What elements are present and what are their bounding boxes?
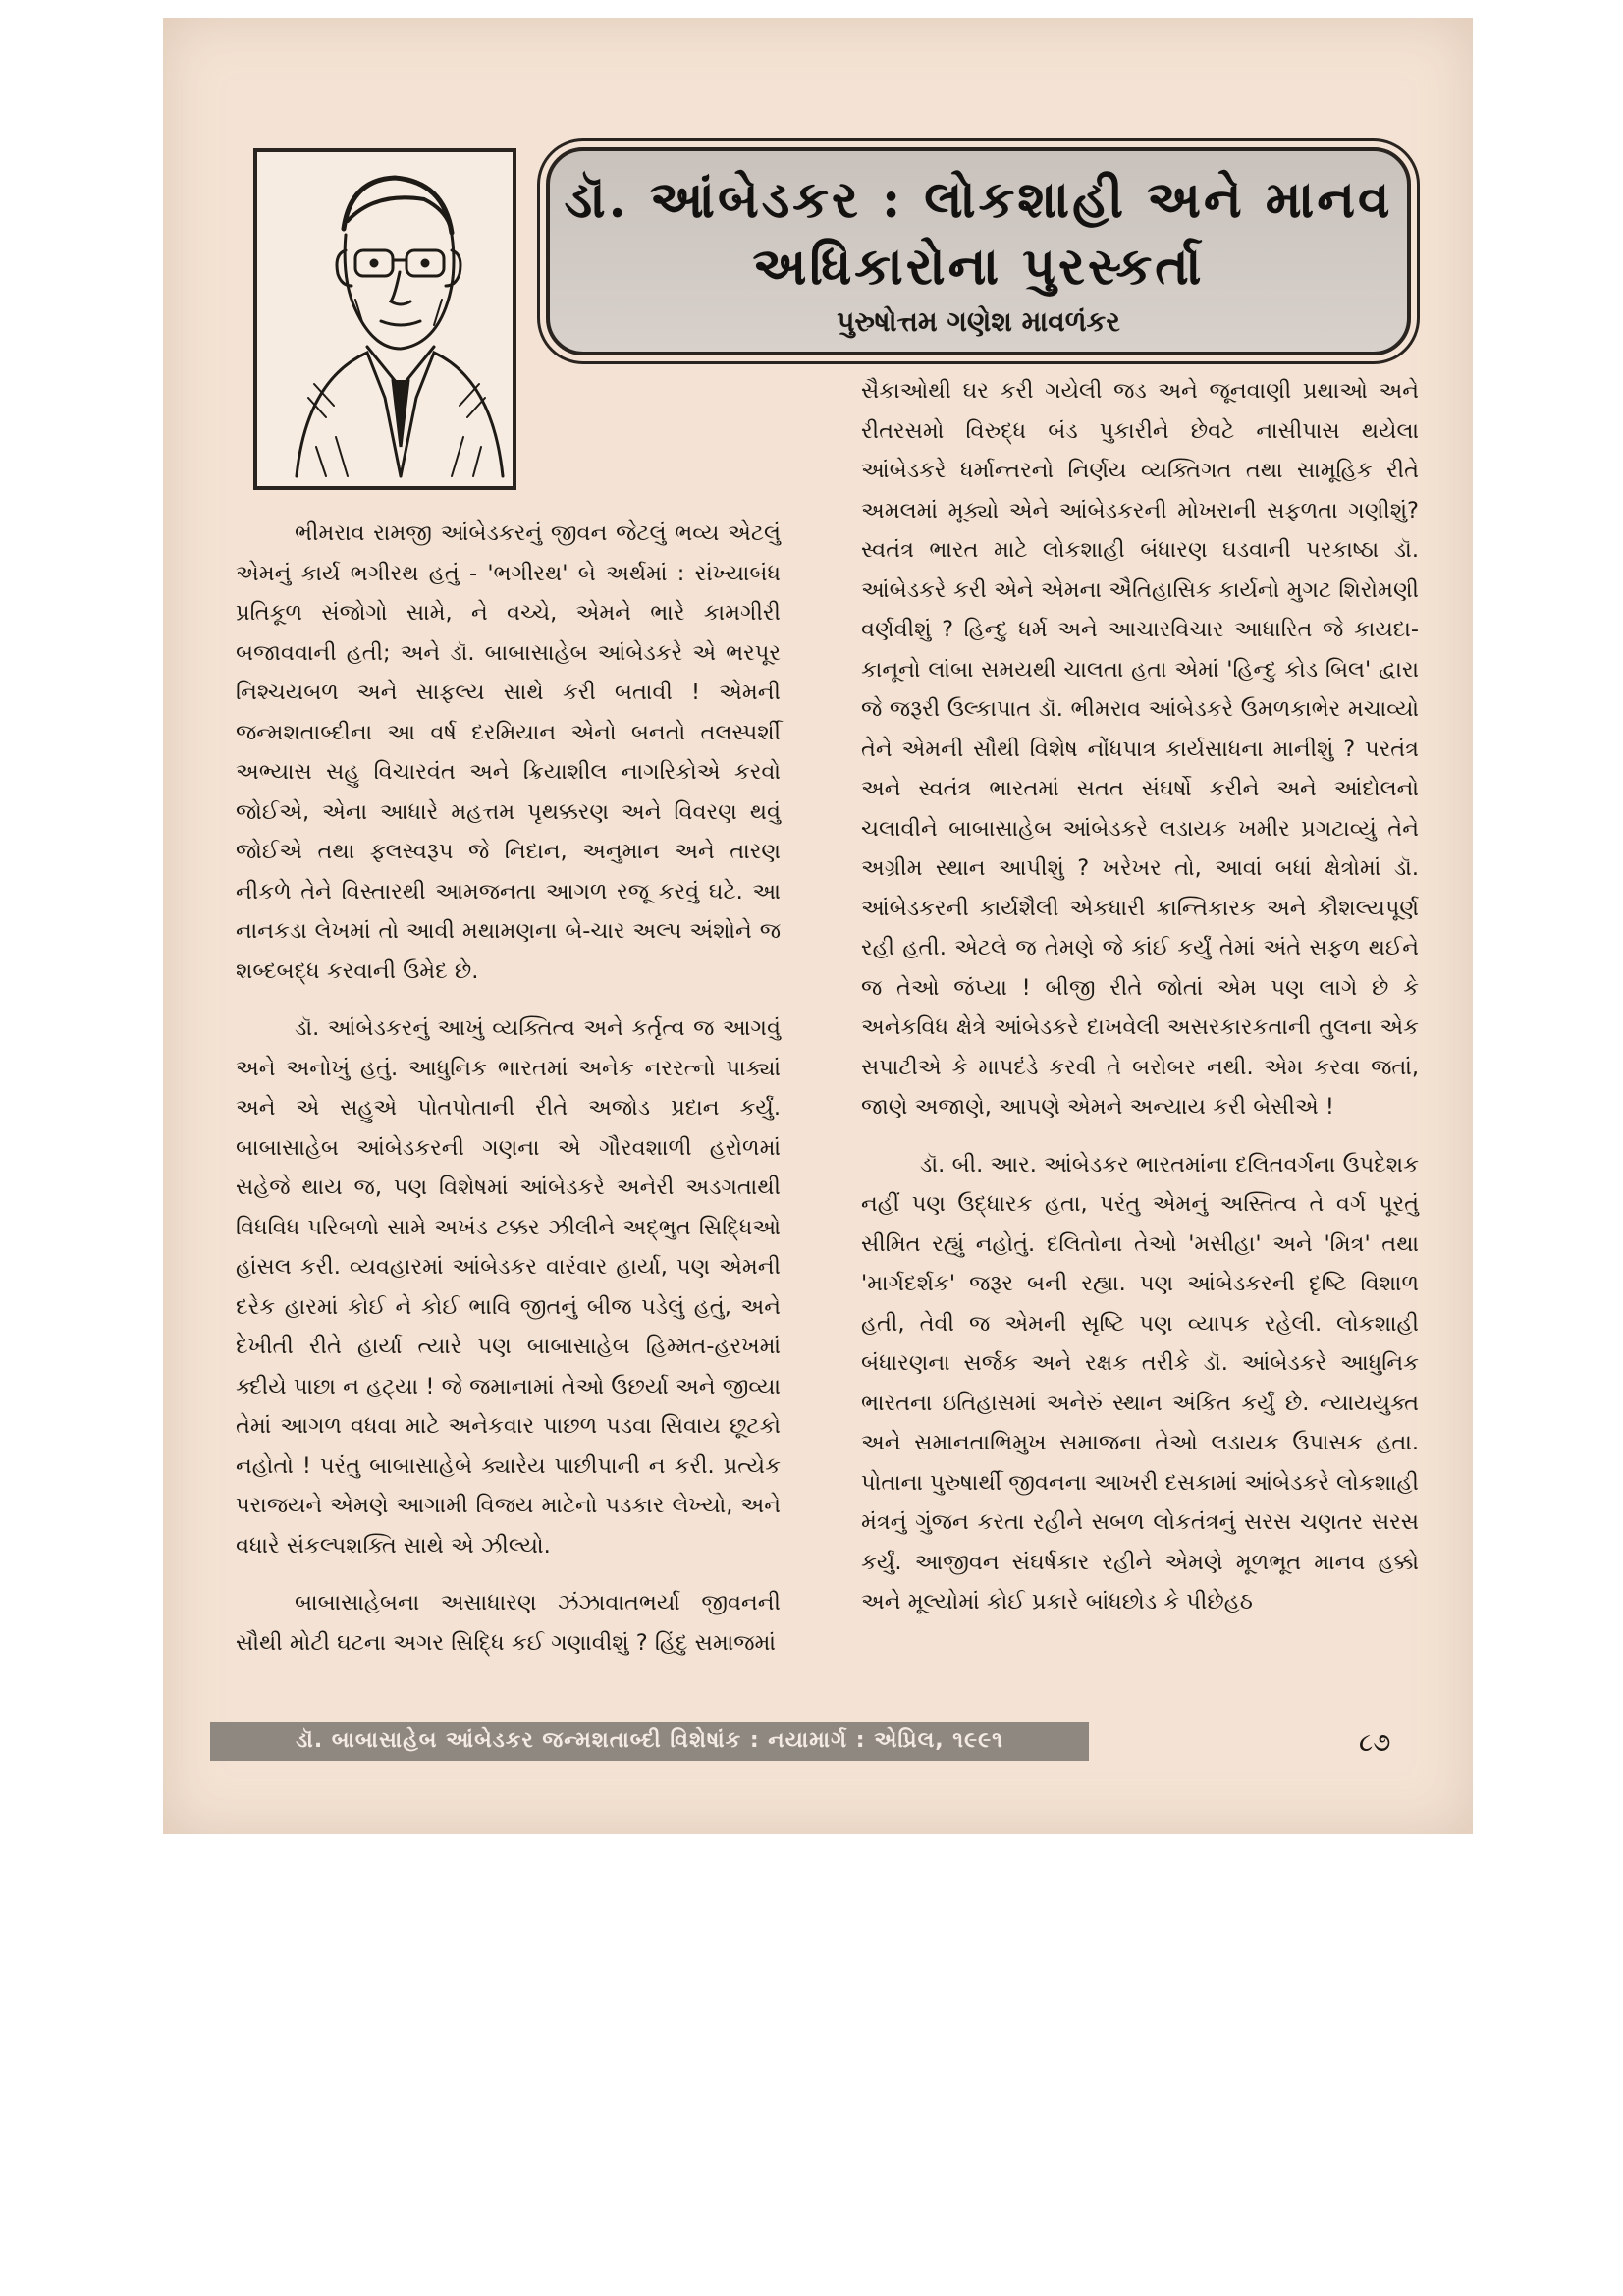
page-number: ૮૭: [1359, 1728, 1391, 1758]
article-title-line-2: અધિકારોના પુરસ્કર્તા: [752, 237, 1205, 297]
ambedkar-portrait-illustration: [257, 152, 513, 486]
issue-footer-banner: ડૉ. બાબાસાહેબ આંબેડકર જન્મશતાબ્દી વિશેષાંક : નયામાર્ગ : એપ્રિલ, ૧૯૯૧: [210, 1722, 1089, 1761]
paragraph: ડૉ. આંબેડકરનું આખું વ્યક્તિત્વ અને કર્તૃત્વ જ આગવું અને અનોખું હતું. આધુનિક ભારતમાં અનેક નરરત્નો પાક્યાં અને એ સહુએ પોતપોતાની રીતે અજોડ પ્રદાન કર્યું. બાબાસાહેબ આંબેડકરની ગણના એ ગૌરવશાળી હરોળમાં સહેજે થાય જ, પણ વિશેષમાં આંબેડકરે અનેરી અડગતાથી વિધવિધ પરિબળો સામે અખંડ ટક્કર ઝીલીને અદ્ભુત સિદ્ધિઓ હાંસલ કરી. વ્યવહારમાં આંબેડકર વારંવાર હાર્યા, પણ એમની દરેક હારમાં કોઈ ને કોઈ ભાવિ જીતનું બીજ પડેલું હતું, અને દેખીતી રીતે હાર્યા ત્યારે પણ બાબાસાહેબ હિમ્મત-હરખમાં ક્દીયે પાછા ન હટ્યા ! જે જમાનામાં તેઓ ઉછર્યા અને જીવ્યા તેમાં આગળ વધવા માટે અનેકવાર પાછળ પડવા સિવાય છૂટકો નહોતો ! પરંતુ બાબાસાહેબે ક્યારેય પાછીપાની ન કરી. પ્રત્યેક પરાજયને એમણે આગામી વિજય માટેનો પડકાર લેખ્યો, અને વધારે સંકલ્પશક્તિ સાથે એ ઝીલ્યો.: [236, 1015, 781, 1558]
article-author: પુરુષોત્તમ ગણેશ માવળંકર: [837, 305, 1120, 338]
magazine-page: [163, 18, 1473, 1834]
article-title-line-1: ડૉ. આંબેડકર : લોકશાહી અને માનવ: [564, 170, 1393, 230]
article-title-banner: [546, 147, 1411, 355]
paragraph: સૈકાઓથી ઘર કરી ગયેલી જડ અને જૂનવાણી પ્રથાઓ અને રીતરસમો વિરુદ્ધ બંડ પુકારીને છેવટે નાસીપાસ થયેલા આંબેડકરે ધર્માન્તરનો નિર્ણય વ્યક્તિગત તથા સામૂહિક રીતે અમલમાં મૂક્યો એને આંબેડકરની મોખરાની સફળતા ગણીશું? સ્વતંત્ર ભારત માટે લોકશાહી બંધારણ ઘડવાની પરકાષ્ઠા ડૉ. આંબેડકરે કરી એને એમના ઐતિહાસિક કાર્યનો મુગટ શિરોમણી વર્ણવીશું ? હિન્દુ ધર્મ અને આચારવિચાર આધારિત જે કાયદા-કાનૂનો લાંબા સમયથી ચાલતા હતા એમાં 'હિન્દુ કોડ બિલ' દ્વારા જે જરૂરી ઉલ્કાપાત ડૉ. ભીમરાવ આંબેડકરે ઉમળકાભેર મચાવ્યો તેને એમની સૌથી વિશેષ નોંધપાત્ર કાર્યસાધના માનીશું ? પરતંત્ર અને સ્વતંત્ર ભારતમાં સતત સંઘર્ષો કરીને અને આંદોલનો ચલાવીને બાબાસાહેબ આંબેડકરે લડાયક ખમીર પ્રગટાવ્યું તેને અગ્રીમ સ્થાન આપીશું ? ખરેખર તો, આવાં બધાં ક્ષેત્રોમાં ડૉ. આંબેડકરની કાર્યશૈલી એકધારી ક્રાન્તિકારક અને કૌશલ્યપૂર્ણ રહી હતી. એટલે જ તેમણે જે કાંઈ કર્યું તેમાં અંતે સફળ થઈને જ તેઓ જંપ્યા ! બીજી રીતે જોતાં એમ પણ લાગે છે કે અનેકવિધ ક્ષેત્રે આંબેડકરે દાખવેલી અસરકારકતાની તુલના એક સપાટીએ કે માપદંડે કરવી તે બરોબર નથી. એમ કરવા જતાં, જાણે અજાણે, આપણે એમને અન્યાય કરી બેસીએ !: [861, 378, 1419, 1120]
portrait-frame: [253, 148, 516, 490]
right-text-column: [861, 371, 1419, 1640]
paragraph: ભીમરાવ રામજી આંબેડકરનું જીવન જેટલું ભવ્ય એટલું એમનું કાર્ય ભગીરથ હતું - 'ભગીરથ' બે અર્થમાં : સંખ્યાબંધ પ્રતિકૂળ સંજોગો સામે, ને વચ્ચે, એમને ભારે કામગીરી બજાવવાની હતી; અને ડૉ. બાબાસાહેબ આંબેડકરે એ ભરપૂર નિશ્ચયબળ અને સાફલ્ય સાથે કરી બતાવી ! એમની જન્મશતાબ્દીના આ વર્ષ દરમિયાન એનો બનતો તલસ્પર્શી અભ્યાસ સહુ વિચારવંત અને ક્રિયાશીલ નાગરિકોએ કરવો જોઈએ, એના આધારે મહત્તમ પૃથક્કરણ અને વિવરણ થવું જોઈએ તથા ફલસ્વરૂપ જે નિદાન, અનુમાન અને તારણ નીકળે તેને વિસ્તારથી આમજનતા આગળ રજૂ કરવું ઘટે. આ નાનકડા લેખમાં તો આવી મથામણના બે-ચાર અલ્પ અંશોને જ શબ્દબદ્ધ કરવાની ઉમેદ છે.: [236, 520, 781, 984]
paragraph: ડૉ. બી. આર. આંબેડકર ભારતમાંના દલિતવર્ગના ઉપદેશક નહીં પણ ઉદ્ધારક હતા, પરંતુ એમનું અસ્તિત્વ તે વર્ગ પૂરતું સીમિત રહ્યું નહોતું. દલિતોના તેઓ 'મસીહા' અને 'મિત્ર' તથા 'માર્ગદર્શક' જરૂર બની રહ્યા. પણ આંબેડકરની દૃષ્ટિ વિશાળ હતી, તેવી જ એમની સૃષ્ટિ પણ વ્યાપક રહેલી. લોકશાહી બંધારણના સર્જક અને રક્ષક તરીકે ડૉ. આંબેડકરે આધુનિક ભારતના ઇતિહાસમાં અનેરું સ્થાન અંકિત કર્યું છે. ન્યાયયુક્ત અને સમાનતાભિમુખ સમાજના તેઓ લડાયક ઉપાસક હતા. પોતાના પુરુષાર્થી જીવનના આખરી દસકામાં આંબેડકરે લોકશાહી મંત્રનું ગુંજન કરતા રહીને સબળ લોકતંત્રનું સરસ ચણતર સરસ કર્યું. આજીવન સંઘર્ષકાર રહીને એમણે મૂળભૂત માનવ હક્કો અને મૂલ્યોમાં કોઈ પ્રકારે બાંધછોડ કે પીછેહઠ: [861, 1151, 1419, 1614]
left-text-column: [236, 514, 781, 1680]
paragraph: બાબાસાહેબના અસાધારણ ઝંઝાવાતભર્યા જીવનની સૌથી મોટી ઘટના અગર સિદ્ધિ કઈ ગણાવીશું ? હિંદુ સમાજમાં: [236, 1590, 781, 1656]
